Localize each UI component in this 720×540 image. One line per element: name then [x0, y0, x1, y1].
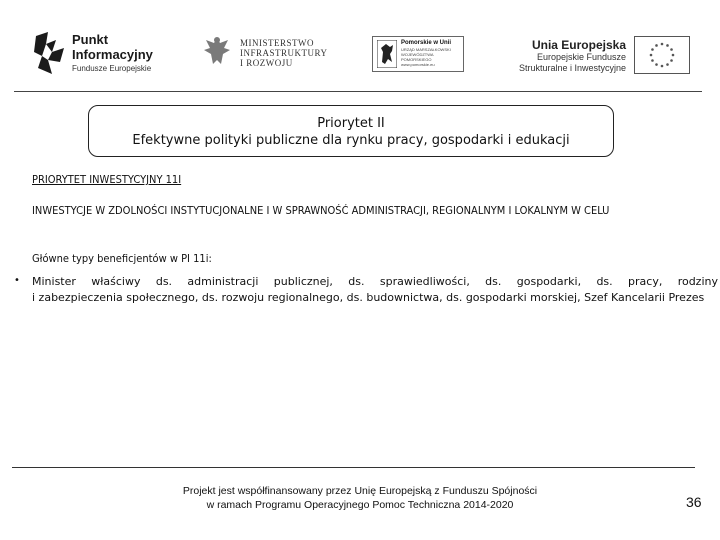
- logo-line: www.pomorskie.eu: [401, 62, 435, 67]
- logo-line: Pomorskie w Unii: [401, 40, 452, 46]
- footer-divider: [12, 467, 695, 468]
- logo-line: I ROZWOJU: [240, 58, 293, 68]
- eu-text: [519, 38, 626, 74]
- punkt-informacyjny-text: [72, 32, 153, 73]
- priority-box: [88, 105, 614, 157]
- logo-line: URZĄD MARSZAŁKOWSKI: [401, 47, 451, 52]
- beneficiaries-text-line: Minister właściwy ds. administracji publicznej, ds. sprawiedliwości, ds. gospodarki, ds. pracy, rodziny: [32, 275, 718, 288]
- eu-flag-icon: [634, 36, 690, 74]
- ministry-logo: [202, 28, 342, 86]
- eagle-icon: [202, 34, 232, 68]
- eu-star-icon: [661, 65, 664, 68]
- eu-star-icon: [666, 63, 669, 66]
- logo-line: MINISTERSTWO: [240, 38, 314, 48]
- logo-line: Informacyjny: [72, 47, 153, 62]
- pomorskie-text: [401, 40, 463, 67]
- eu-star-icon: [655, 63, 658, 66]
- pomorskie-logo: [372, 28, 472, 86]
- logo-line: Fundusze Europejskie: [72, 64, 152, 73]
- beneficiaries-text-line: i zabezpieczenia społecznego, ds. rozwoju regionalnego, ds. budownictwa, ds. gospodarki morskiej, Szef Kancelarii Prezes: [32, 291, 705, 304]
- eu-star-icon: [650, 54, 653, 57]
- pomorskie-box: [372, 36, 464, 72]
- header-divider: [14, 91, 702, 92]
- eu-star-icon: [670, 48, 673, 51]
- eu-star-icon: [670, 59, 673, 62]
- punkt-informacyjny-logo: [34, 28, 194, 86]
- investment-priority-heading: PRIORYTET INWESTYCYJNY 11I: [32, 173, 182, 186]
- priority-subtitle: Efektywne polityki publiczne dla rynku pracy, gospodarki i edukacji: [132, 133, 570, 148]
- page-number: 36: [686, 494, 702, 510]
- investment-description: INWESTYCJE W ZDOLNOŚCI INSTYTUCJONALNE I W SPRAWNOŚĆ ADMINISTRACJI, REGIONALNYM I LOKALNYM W CELU: [32, 204, 610, 217]
- priority-title: Priorytet II: [317, 116, 385, 131]
- eu-star-icon: [666, 44, 669, 47]
- logo-line: Strukturalne i Inwestycyjne: [518, 63, 626, 73]
- logo-line: Unia Europejska: [531, 38, 626, 52]
- ministry-text: [240, 38, 328, 68]
- eu-star-icon: [651, 59, 654, 62]
- eu-star-icon: [661, 43, 664, 46]
- beneficiaries-heading: Główne typy beneficjentów w PI 11i:: [32, 252, 212, 265]
- logo-line: Punkt: [72, 32, 109, 47]
- punkt-informacyjny-icon: [34, 30, 66, 78]
- footer-line: w ramach Programu Operacyjnego Pomoc Techniczna 2014-2020: [206, 499, 514, 511]
- logo-line: WOJEWÓDZTWA POMORSKIEGO: [401, 52, 434, 62]
- footer-line: Projekt jest współfinansowany przez Unię Europejską z Funduszu Spójności: [182, 485, 538, 497]
- eu-logo: [510, 28, 690, 86]
- logo-line: INFRASTRUKTURY: [240, 48, 328, 58]
- eu-star-icon: [672, 54, 675, 57]
- logo-bar: [30, 28, 690, 88]
- eu-star-icon: [651, 48, 654, 51]
- eu-star-icon: [655, 44, 658, 47]
- footer: [150, 484, 570, 512]
- bullet-marker: •: [14, 275, 20, 286]
- griffin-icon: [377, 40, 397, 68]
- logo-line: Europejskie Fundusze: [536, 52, 626, 62]
